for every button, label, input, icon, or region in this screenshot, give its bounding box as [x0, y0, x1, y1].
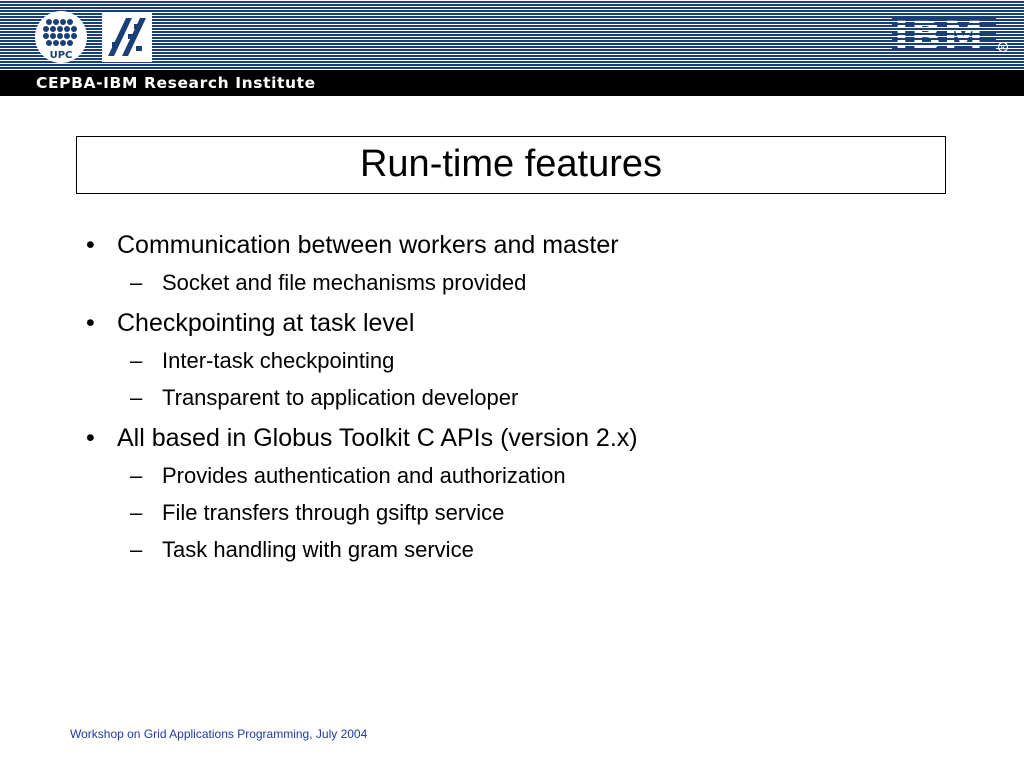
sub-bullet-text: Transparent to application developer — [162, 385, 519, 410]
sub-bullet-marker: – — [130, 463, 143, 488]
ibm-logo — [892, 14, 1010, 56]
upc-logo-text: UPC — [49, 50, 73, 61]
slide-title-box — [76, 136, 946, 194]
upc-logo — [34, 10, 88, 64]
bullet-marker: • — [86, 231, 95, 259]
institute-name: CEPBA-IBM Research Institute — [36, 74, 316, 92]
sub-bullet-text: Socket and file mechanisms provided — [162, 270, 527, 295]
sub-bullet-text: Inter-task checkpointing — [162, 348, 395, 373]
bullet-text: Checkpointing at task level — [117, 309, 415, 337]
sub-bullet-marker: – — [130, 385, 143, 410]
footer-text: Workshop on Grid Applications Programming, July 2004 — [70, 727, 368, 741]
sub-bullet-marker: – — [130, 348, 143, 373]
bullet-text: Communication between workers and master — [117, 231, 619, 259]
bullet-marker: • — [86, 424, 95, 452]
bullet-marker: • — [86, 309, 95, 337]
sub-bullet-text: Task handling with gram service — [162, 537, 474, 562]
sub-bullet-marker: – — [130, 500, 143, 525]
bullet-text: All based in Globus Toolkit C APIs (version 2.x) — [117, 424, 638, 452]
slide-title: Run-time features — [359, 143, 662, 185]
cepba-seal-logo — [102, 12, 152, 62]
sub-bullet-marker: – — [130, 270, 143, 295]
sub-bullet-text: Provides authentication and authorization — [162, 463, 566, 488]
sub-bullet-text: File transfers through gsiftp service — [162, 500, 505, 525]
sub-bullet-marker: – — [130, 537, 143, 562]
svg-text:R: R — [1000, 44, 1006, 52]
header-banner — [0, 0, 1024, 70]
